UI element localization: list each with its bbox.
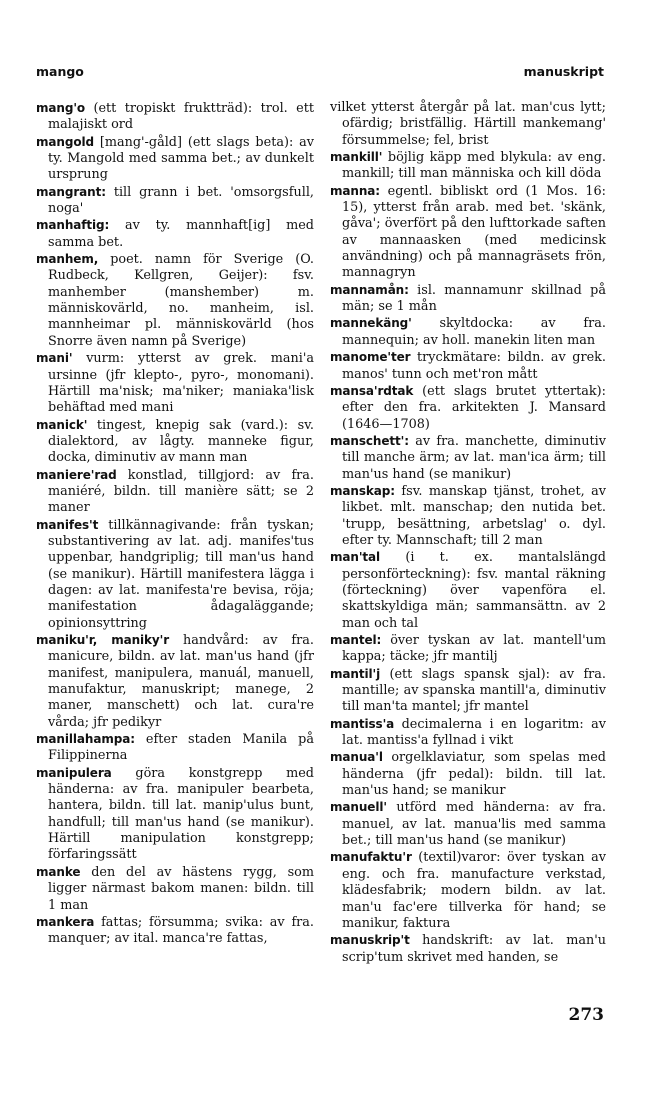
entry-definition: vurm: ytterst av grek. mani'a ursinne (jfr klepto-, pyro-, monomani). Härtill ma'nisk; ma'niker; maniaka'lisk behäftad med mani [48, 351, 314, 416]
entry-headword: manuell' [330, 800, 387, 815]
entry-definition: den del av hästens rygg, som ligger närmast bakom manen: bildn. till 1 man [48, 864, 314, 913]
entry-headword: mankill' [330, 150, 383, 165]
entry-definition: (textil)varor: över tyskan av eng. och fra. manufacture verkstad, klädesfabrik; modern bildn. av lat. man'u fac'ere tillverka för hand; se manikur, faktura [342, 850, 606, 931]
entry-headword: manua'l [330, 750, 383, 765]
entry-definition: tillkännagivande: från tyskan; substantivering av lat. adj. manifes'tus uppenbar, handgriplig; till man'us hand (se manikur). Härtill manifestera lägga i dagen: av lat. manifesta're bevisa, röja; manifestation ådagaläggande; opinionsyttring [48, 517, 314, 631]
entry-definition: konstlad, tillgjord: av fra. maniéré, bildn. till manière sätt; se 2 maner [48, 467, 314, 516]
dictionary-entry [36, 467, 314, 517]
entry-headword: mannekäng' [330, 316, 412, 331]
dictionary-entry [330, 799, 606, 849]
entry-headword: manipulera [36, 765, 112, 780]
dictionary-entry [330, 932, 606, 966]
dictionary-entry [330, 483, 606, 549]
entry-definition: (i t. ex. mantalslängd personförteckning): fsv. mantal räkning (förteckning) över vapenföra el. skattskyldiga män; sammansättn. av 2 man och tal [342, 550, 606, 631]
entry-headword: mansa'rdtak [330, 383, 414, 398]
entry-headword: manillahampa: [36, 732, 135, 747]
dictionary-entry [330, 383, 606, 433]
dictionary-entry [330, 666, 606, 716]
dictionary-entry [330, 315, 606, 349]
entry-definition: göra konstgrepp med händerna: av fra. manipuler bearbeta, hantera, bildn. till lat. manip'ulus bunt, handfull; till man'us hand (se manikur). Härtill manipulation konstgrepp; förfaringssätt [48, 765, 314, 863]
entry-headword: mangold [36, 134, 94, 149]
entry-definition: handskrift: av lat. man'u scrip'tum skrivet med handen, se [342, 933, 606, 965]
running-head-left: mango [36, 64, 84, 79]
dictionary-entry [36, 765, 314, 864]
entry-definition: fsv. manskap tjänst, trohet, av likbet. mlt. manschap; den nutida bet. 'trupp, besättning, arbetslag' o. dyl. efter ty. Mannschaft; till 2 man [342, 483, 606, 548]
entry-headword: mantiss'a [330, 716, 395, 731]
dictionary-entry [36, 517, 314, 632]
entry-headword: manna: [330, 183, 380, 198]
entry-headword: maniere'rad [36, 467, 117, 482]
dictionary-entry [330, 183, 606, 282]
entry-definition: tingest, knepig sak (vard.): sv. dialektord, av lågty. manneke figur, docka, diminutiv av mann man [48, 417, 314, 466]
entry-headword: manifes't [36, 517, 99, 532]
dictionary-entry [36, 251, 314, 350]
entry-definition: isl. mannamunr skillnad på män; se 1 mån [342, 282, 606, 315]
entry-definition: skyltdocka: av fra. mannequin; av holl. manekin liten man [342, 316, 606, 348]
entry-definition: (ett tropiskt fruktträd): trol. ett malajiskt ord [48, 101, 314, 133]
entry-definition: orgelklaviatur, som spelas med händerna (jfr pedal): bildn. till lat. man'us hand; se manikur [342, 750, 606, 799]
dictionary-entry [330, 349, 606, 383]
dictionary-entry [36, 217, 314, 251]
entry-definition: till grann i bet. 'omsorgsfull, noga' [48, 184, 314, 217]
dictionary-entry [330, 632, 606, 666]
dictionary-entry [36, 350, 314, 416]
entry-headword: mani' [36, 351, 73, 366]
entry-headword: manome'ter [330, 350, 411, 365]
entry-definition: efter staden Manila på Filippinerna [48, 732, 314, 764]
dictionary-entry [36, 184, 314, 218]
dictionary-entry [36, 100, 314, 134]
entry-headword: mannamån: [330, 282, 409, 297]
dictionary-entry [330, 549, 606, 632]
entry-definition: (ett slags brutet yttertak): efter den fra. arkitekten J. Mansard (1646—1708) [342, 383, 606, 432]
dictionary-entry [36, 632, 314, 731]
dictionary-entry [330, 149, 606, 183]
entry-headword: manick' [36, 417, 88, 432]
entry-headword: mankera [36, 914, 95, 929]
entry-definition: av ty. mannhaft[ig] med samma bet. [48, 218, 314, 250]
dictionary-entry [330, 749, 606, 799]
entry-definition: tryckmätare: bildn. av grek. manos' tunn och met'ron mått [342, 350, 606, 382]
page-number: 273 [568, 1005, 604, 1025]
dictionary-entry [36, 864, 314, 914]
entry-headword: manskap: [330, 483, 395, 498]
dictionary-entry [36, 134, 314, 184]
entry-definition: egentl. bibliskt ord (1 Mos. 16: 15), ytterst från arab. med bet. 'skänk, gåva'; överfört på den lufttorkade saften av mannaasken (med medicinsk användning) och på mannagräsets frön, mannagryn [342, 183, 606, 281]
entry-definition: decimalerna i en logaritm: av lat. mantiss'a fyllnad i vikt [342, 716, 606, 749]
entry-definition: av fra. manchette, diminutiv till manche ärm; av lat. man'ica ärm; till man'us hand (se manikur) [342, 433, 606, 482]
dictionary-entry [330, 716, 606, 750]
dictionary-entry [36, 914, 314, 948]
entry-headword: manhaftig: [36, 218, 110, 233]
entry-definition: utförd med händerna: av fra. manuel, av lat. manua'lis med samma bet.; till man'us hand (se manikur) [342, 800, 606, 849]
dictionary-entry [330, 282, 606, 316]
entry-headword: manhem, [36, 252, 99, 267]
entry-headword: manufaktu'r [330, 850, 412, 865]
entry-headword: manuskrip't [330, 933, 410, 948]
entry-definition: handvård: av fra. manicure, bildn. av lat. man'us hand (jfr manifest, manipulera, manuál, manuell, manufaktur, manuskript; manege, 2 maner, manschett) och lat. cura're vårda; jfr pedikyr [48, 633, 314, 730]
entry-definition: fattas; försumma; svika: av fra. manquer; av ital. manca're fattas, [48, 914, 314, 947]
right-column [330, 100, 606, 966]
entry-headword: man'tal [330, 550, 381, 565]
left-column [36, 100, 314, 948]
running-head-right: manuskript [523, 64, 604, 79]
entry-definition: över tyskan av lat. mantell'um kappa; täcke; jfr mantilj [342, 633, 606, 665]
entry-headword: manschett': [330, 433, 409, 448]
entry-headword: mangrant: [36, 184, 106, 199]
entry-definition: böjlig käpp med blykula: av eng. mankill; till man människa och kill döda [342, 150, 606, 182]
entry-headword: mantil'j [330, 666, 381, 681]
dictionary-entry [330, 433, 606, 483]
entry-definition: poet. namn för Sverige (O. Rudbeck, Kellgren, Geijer): fsv. manhember (manshember) m. människovärld, no. manheim, isl. mannheimar pl. människovärld (hos Snorre även namn på Sverige) [48, 252, 314, 349]
dictionary-entry [36, 731, 314, 765]
dictionary-entry [36, 417, 314, 467]
entry-definition: [mang'-gåld] (ett slags beta): av ty. Mangold med samma bet.; av dunkelt ursprung [48, 134, 314, 183]
entry-headword: mantel: [330, 633, 382, 647]
entry-definition: (ett slags spansk sjal): av fra. mantille; av spanska mantill'a, diminutiv till man'ta mantel; jfr mantel [342, 666, 606, 715]
entry-definition: vilket ytterst återgår på lat. man'cus lytt; ofärdig; bristfällig. Härtill mankemang' försummelse; fel, brist [330, 100, 606, 148]
dictionary-entry [330, 849, 606, 932]
entry-headword: maniku'r, maniky'r [36, 633, 170, 647]
dictionary-entry [330, 100, 606, 149]
entry-headword: mang'o [36, 101, 86, 115]
entry-headword: manke [36, 864, 81, 879]
